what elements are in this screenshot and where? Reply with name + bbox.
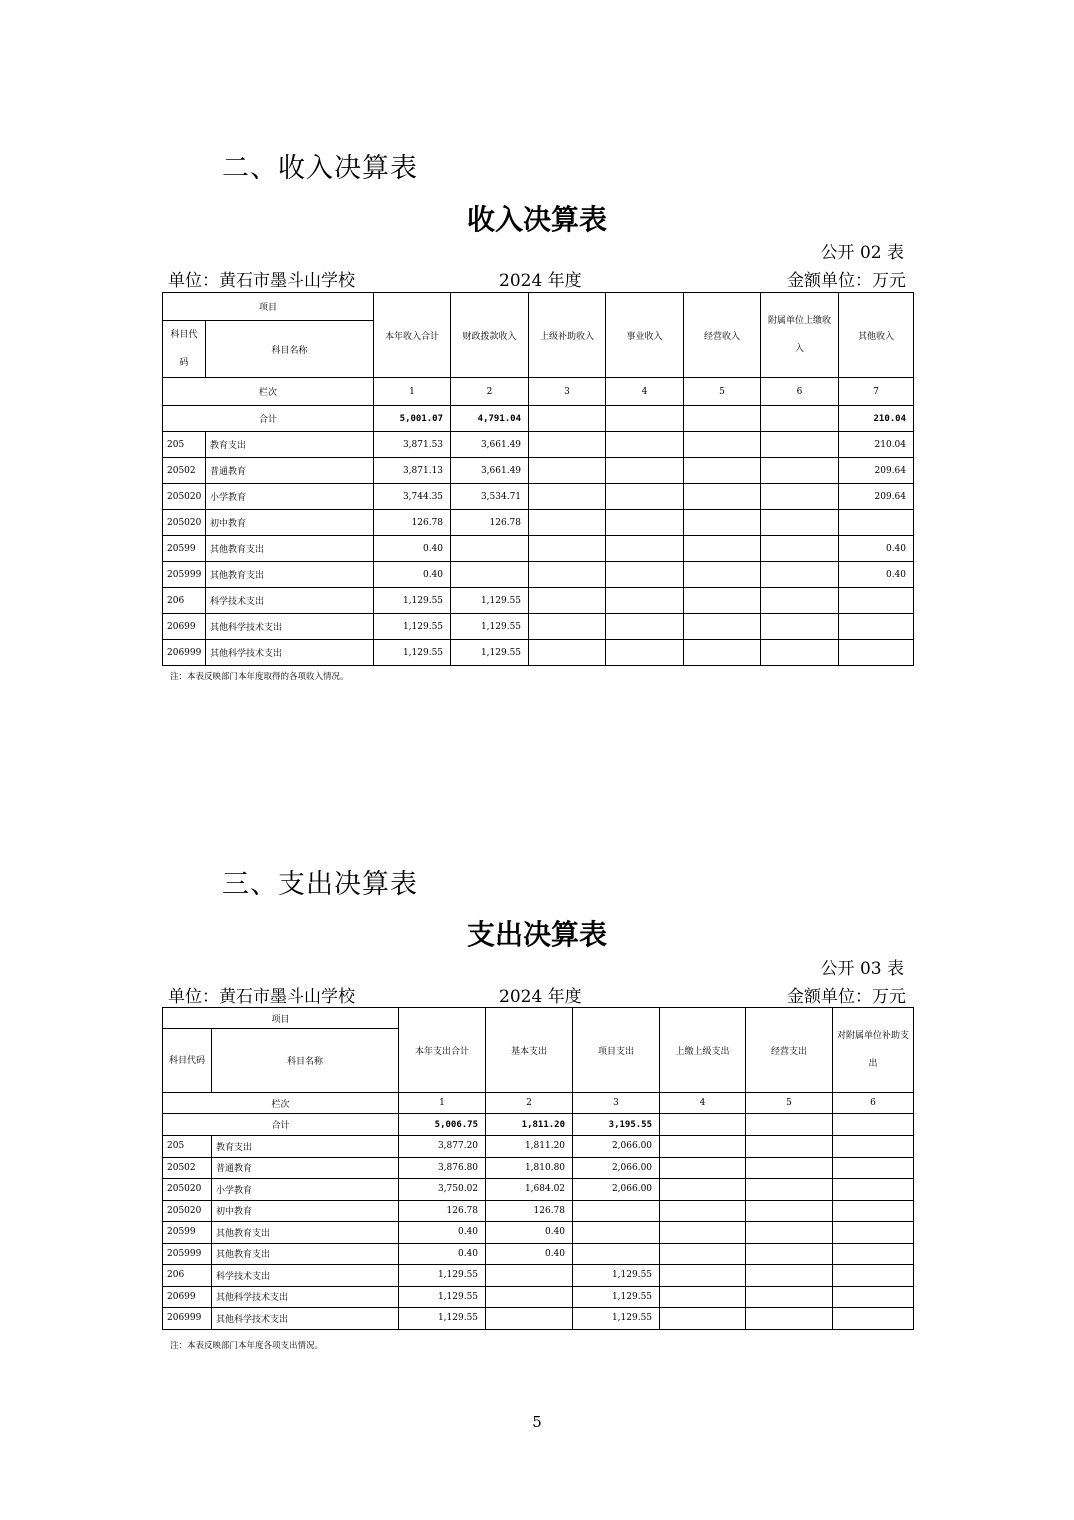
page-number: 5	[532, 1413, 542, 1431]
row-name: 普通教育	[206, 458, 374, 484]
row-value	[684, 562, 761, 588]
row-name: 科学技术支出	[206, 588, 374, 614]
row-code: 205020	[163, 1179, 212, 1201]
row-code: 20699	[163, 614, 206, 640]
header-column: 经营收入	[684, 293, 761, 378]
row-value	[746, 1179, 833, 1201]
row-code: 20502	[163, 458, 206, 484]
row-code: 205999	[163, 562, 206, 588]
table-row	[163, 1157, 914, 1179]
expense-money-unit-label: 金额单位：万元	[787, 987, 906, 1007]
header-column: 本年收入合计	[374, 293, 451, 378]
table-row	[163, 458, 914, 484]
row-value	[833, 1308, 914, 1330]
row-value	[839, 588, 914, 614]
row-value	[684, 588, 761, 614]
header-column: 上缴上级支出	[660, 1008, 746, 1093]
row-value	[529, 510, 606, 536]
total-value	[746, 1114, 833, 1136]
row-value: 3,871.13	[374, 458, 451, 484]
table-row	[163, 614, 914, 640]
table-row	[163, 562, 914, 588]
row-value	[746, 1286, 833, 1308]
row-value	[529, 432, 606, 458]
row-value	[761, 484, 839, 510]
seq-number: 2	[486, 1093, 573, 1114]
row-value	[761, 510, 839, 536]
seq-number: 1	[399, 1093, 486, 1114]
row-value	[529, 562, 606, 588]
header-column: 财政拨款收入	[451, 293, 529, 378]
row-value: 126.78	[399, 1200, 486, 1222]
row-value	[746, 1265, 833, 1287]
row-name: 其他科学技术支出	[206, 614, 374, 640]
row-code: 205020	[163, 510, 206, 536]
row-value	[573, 1222, 660, 1244]
row-value	[606, 536, 684, 562]
total-value: 1,811.20	[486, 1114, 573, 1136]
seq-number: 1	[374, 378, 451, 406]
total-value: 5,006.75	[399, 1114, 486, 1136]
total-value	[684, 406, 761, 432]
total-row	[163, 406, 914, 432]
header-column: 附属单位上缴收入	[761, 293, 839, 378]
seq-number: 4	[660, 1093, 746, 1114]
seq-number: 6	[761, 378, 839, 406]
header-code: 科目代码	[163, 321, 206, 378]
row-value	[839, 640, 914, 666]
row-name: 其他科学技术支出	[212, 1308, 399, 1330]
row-value: 1,129.55	[399, 1265, 486, 1287]
row-value	[761, 562, 839, 588]
table-row	[163, 1179, 914, 1201]
row-value: 3,661.49	[451, 432, 529, 458]
row-value	[684, 484, 761, 510]
row-code: 205	[163, 1136, 212, 1158]
row-value	[833, 1265, 914, 1287]
row-name: 其他教育支出	[212, 1222, 399, 1244]
row-value	[529, 640, 606, 666]
total-value: 210.04	[839, 406, 914, 432]
row-value	[839, 510, 914, 536]
seq-number: 6	[833, 1093, 914, 1114]
row-value: 0.40	[486, 1222, 573, 1244]
header-column: 基本支出	[486, 1008, 573, 1093]
row-value: 1,810.80	[486, 1157, 573, 1179]
row-value: 1,811.20	[486, 1136, 573, 1158]
row-value: 0.40	[486, 1243, 573, 1265]
table-row	[163, 640, 914, 666]
row-value: 1,129.55	[573, 1308, 660, 1330]
row-value	[529, 588, 606, 614]
table-row	[163, 1243, 914, 1265]
income-year-label: 2024 年度	[499, 271, 582, 291]
row-value	[833, 1157, 914, 1179]
row-code: 20599	[163, 1222, 212, 1244]
row-value	[746, 1200, 833, 1222]
row-value	[606, 614, 684, 640]
row-name: 其他教育支出	[206, 562, 374, 588]
table-row	[163, 1286, 914, 1308]
row-value	[746, 1222, 833, 1244]
row-value: 126.78	[374, 510, 451, 536]
expense-table-number: 公开 03 表	[820, 959, 904, 979]
row-code: 206999	[163, 640, 206, 666]
row-value	[451, 536, 529, 562]
seq-number: 5	[684, 378, 761, 406]
income-table-number: 公开 02 表	[820, 243, 904, 263]
seq-label: 栏次	[163, 1093, 399, 1114]
row-value: 3,877.20	[399, 1136, 486, 1158]
row-code: 205020	[163, 484, 206, 510]
seq-number: 2	[451, 378, 529, 406]
row-name: 教育支出	[212, 1136, 399, 1158]
row-value	[833, 1222, 914, 1244]
row-value: 1,129.55	[451, 614, 529, 640]
row-value: 0.40	[374, 562, 451, 588]
total-label: 合计	[163, 1114, 399, 1136]
row-name: 初中教育	[206, 510, 374, 536]
income-table-title: 收入决算表	[466, 203, 607, 236]
row-name: 普通教育	[212, 1157, 399, 1179]
row-value	[833, 1286, 914, 1308]
header-column: 其他收入	[839, 293, 914, 378]
row-code: 20699	[163, 1286, 212, 1308]
row-value	[606, 510, 684, 536]
row-value	[486, 1286, 573, 1308]
row-code: 205020	[163, 1200, 212, 1222]
table-row	[163, 1136, 914, 1158]
row-value	[606, 484, 684, 510]
row-value: 1,129.55	[451, 640, 529, 666]
table-row	[163, 588, 914, 614]
row-code: 205	[163, 432, 206, 458]
seq-row	[163, 1093, 914, 1114]
row-value	[660, 1136, 746, 1158]
row-value	[761, 640, 839, 666]
total-row	[163, 1114, 914, 1136]
header-column: 本年支出合计	[399, 1008, 486, 1093]
total-value	[833, 1114, 914, 1136]
row-value	[606, 432, 684, 458]
row-value: 1,129.55	[451, 588, 529, 614]
row-value	[529, 614, 606, 640]
expense-table	[162, 1007, 914, 1330]
row-value: 3,744.35	[374, 484, 451, 510]
row-value	[660, 1157, 746, 1179]
seq-number: 3	[529, 378, 606, 406]
row-value: 1,129.55	[374, 640, 451, 666]
table-row	[163, 1200, 914, 1222]
row-value	[606, 588, 684, 614]
row-value	[660, 1243, 746, 1265]
seq-number: 5	[746, 1093, 833, 1114]
row-name: 其他教育支出	[206, 536, 374, 562]
row-value	[660, 1265, 746, 1287]
row-value	[660, 1222, 746, 1244]
row-name: 小学教育	[212, 1179, 399, 1201]
expense-table-title: 支出决算表	[466, 918, 607, 951]
income-money-unit-label: 金额单位：万元	[787, 271, 906, 291]
seq-row	[163, 378, 914, 406]
row-value	[684, 536, 761, 562]
row-value	[746, 1136, 833, 1158]
total-label: 合计	[163, 406, 374, 432]
row-value: 0.40	[839, 562, 914, 588]
row-value	[606, 640, 684, 666]
seq-number: 4	[606, 378, 684, 406]
income-note: 注：本表反映部门本年度取得的各项收入情况。	[170, 672, 349, 682]
income-section-heading: 二、收入决算表	[222, 153, 418, 184]
header-name: 科目名称	[206, 321, 374, 378]
row-name: 小学教育	[206, 484, 374, 510]
expense-year-label: 2024 年度	[499, 987, 582, 1007]
row-value: 1,684.02	[486, 1179, 573, 1201]
row-name: 教育支出	[206, 432, 374, 458]
row-value	[573, 1200, 660, 1222]
header-name: 科目名称	[212, 1029, 399, 1093]
row-value: 1,129.55	[399, 1308, 486, 1330]
income-table	[162, 292, 914, 666]
row-name: 初中教育	[212, 1200, 399, 1222]
expense-note: 注：本表反映部门本年度各项支出情况。	[170, 1341, 324, 1351]
row-value	[761, 458, 839, 484]
row-value	[746, 1308, 833, 1330]
row-value	[529, 458, 606, 484]
income-unit-label: 单位：黄石市墨斗山学校	[168, 271, 355, 291]
expense-section-heading: 三、支出决算表	[222, 869, 418, 900]
table-row	[163, 432, 914, 458]
row-value: 1,129.55	[573, 1265, 660, 1287]
header-column: 项目支出	[573, 1008, 660, 1093]
total-value	[660, 1114, 746, 1136]
row-code: 20502	[163, 1157, 212, 1179]
header-column: 对附属单位补助支出	[833, 1008, 914, 1093]
header-column: 上级补助收入	[529, 293, 606, 378]
row-value: 2,066.00	[573, 1136, 660, 1158]
row-value: 3,750.02	[399, 1179, 486, 1201]
row-value	[660, 1308, 746, 1330]
row-value	[833, 1200, 914, 1222]
row-value	[573, 1243, 660, 1265]
row-value	[684, 510, 761, 536]
row-value: 1,129.55	[399, 1286, 486, 1308]
header-item: 项目	[163, 1008, 399, 1029]
row-value: 3,871.53	[374, 432, 451, 458]
row-value: 0.40	[399, 1222, 486, 1244]
table-row	[163, 1222, 914, 1244]
row-code: 206	[163, 588, 206, 614]
header-code: 科目代码	[163, 1029, 212, 1093]
row-value	[761, 432, 839, 458]
row-code: 206999	[163, 1308, 212, 1330]
table-row	[163, 536, 914, 562]
row-value	[746, 1157, 833, 1179]
row-value	[833, 1179, 914, 1201]
row-value	[529, 484, 606, 510]
row-name: 科学技术支出	[212, 1265, 399, 1287]
row-value	[761, 588, 839, 614]
row-value: 3,661.49	[451, 458, 529, 484]
seq-label: 栏次	[163, 378, 374, 406]
row-value: 1,129.55	[573, 1286, 660, 1308]
total-value	[761, 406, 839, 432]
total-value: 4,791.04	[451, 406, 529, 432]
header-column: 经营支出	[746, 1008, 833, 1093]
row-value	[606, 458, 684, 484]
row-value: 1,129.55	[374, 614, 451, 640]
row-value	[684, 432, 761, 458]
row-value: 3,534.71	[451, 484, 529, 510]
row-value: 126.78	[486, 1200, 573, 1222]
row-value	[684, 614, 761, 640]
row-value	[833, 1136, 914, 1158]
row-value	[839, 614, 914, 640]
row-value	[761, 614, 839, 640]
row-name: 其他教育支出	[212, 1243, 399, 1265]
row-value	[684, 458, 761, 484]
header-item: 项目	[163, 293, 374, 321]
row-value: 2,066.00	[573, 1179, 660, 1201]
row-value: 0.40	[399, 1243, 486, 1265]
row-value: 2,066.00	[573, 1157, 660, 1179]
row-code: 20599	[163, 536, 206, 562]
table-row	[163, 510, 914, 536]
row-code: 205999	[163, 1243, 212, 1265]
row-value	[833, 1243, 914, 1265]
row-value	[451, 562, 529, 588]
table-row	[163, 1308, 914, 1330]
row-value	[606, 562, 684, 588]
row-name: 其他科学技术支出	[212, 1286, 399, 1308]
row-value: 126.78	[451, 510, 529, 536]
total-value	[529, 406, 606, 432]
seq-number: 7	[839, 378, 914, 406]
seq-number: 3	[573, 1093, 660, 1114]
row-value	[486, 1265, 573, 1287]
row-value: 1,129.55	[374, 588, 451, 614]
row-value	[660, 1286, 746, 1308]
expense-unit-label: 单位：黄石市墨斗山学校	[168, 987, 355, 1007]
row-value: 209.64	[839, 458, 914, 484]
row-name: 其他科学技术支出	[206, 640, 374, 666]
row-value	[529, 536, 606, 562]
row-value	[486, 1308, 573, 1330]
row-value: 0.40	[374, 536, 451, 562]
table-row	[163, 484, 914, 510]
total-value: 5,001.07	[374, 406, 451, 432]
row-value	[746, 1243, 833, 1265]
row-value: 210.04	[839, 432, 914, 458]
row-code: 206	[163, 1265, 212, 1287]
row-value	[761, 536, 839, 562]
row-value: 0.40	[839, 536, 914, 562]
row-value: 209.64	[839, 484, 914, 510]
table-row	[163, 1265, 914, 1287]
row-value	[660, 1179, 746, 1201]
row-value: 3,876.80	[399, 1157, 486, 1179]
total-value	[606, 406, 684, 432]
row-value	[684, 640, 761, 666]
row-value	[660, 1200, 746, 1222]
total-value: 3,195.55	[573, 1114, 660, 1136]
header-column: 事业收入	[606, 293, 684, 378]
